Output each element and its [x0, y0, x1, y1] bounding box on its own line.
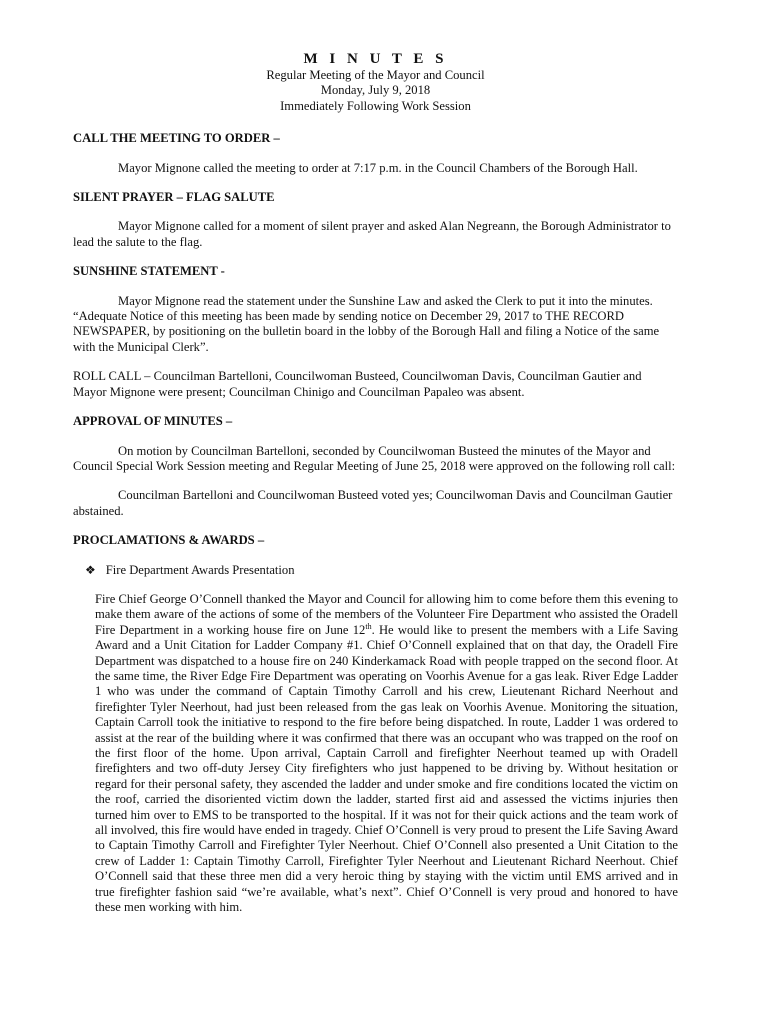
bullet-label: Fire Department Awards Presentation: [105, 562, 295, 577]
awards-body-text: [95, 592, 678, 916]
minutes-page: [73, 50, 678, 915]
meeting-date: Monday, July 9, 2018: [320, 83, 431, 98]
call-to-order-heading: CALL THE MEETING TO ORDER –: [73, 131, 280, 146]
meeting-name: Regular Meeting of the Mayor and Council: [266, 68, 485, 82]
approval-vote-text: Councilman Bartelloni and Councilwoman Busteed voted yes; Councilwoman Davis and Councilman Gautier abstained.: [73, 488, 673, 518]
diamond-bullet-icon: ❖: [85, 562, 96, 577]
awards-body-part1: Fire Chief George O’Connell thanked the Mayor and Council for allowing him to come before them this evening to make them aware of the actions of some of the members of the Volunteer Fire Department who assisted the Oradell Fire Department in a working house fire on June 12: [95, 591, 678, 637]
bullet-item: [85, 563, 678, 578]
approval-heading: APPROVAL OF MINUTES –: [73, 414, 233, 429]
proclamations-heading: PROCLAMATIONS & AWARDS –: [73, 533, 265, 548]
sunshine-heading: SUNSHINE STATEMENT -: [73, 264, 225, 279]
approval-motion-text: On motion by Councilman Bartelloni, seconded by Councilwoman Busteed the minutes of the Mayor and Council Special Work Session meeting and Regular Meeting of June 25, 2018 were approved on the following roll call:: [73, 443, 676, 473]
meeting-timing: Immediately Following Work Session: [280, 98, 471, 113]
sunshine-text: Mayor Mignone read the statement under the Sunshine Law and asked the Clerk to put it into the minutes. “Adequate Notice of this meeting has been made by sending notice on December 29, 2017 to THE RECORD NEWSPAPER, by positioning on the bulletin board in the lobby of the Borough Hall and filing a Notice of the same with the Municipal Clerk”.: [73, 293, 660, 354]
ordinal-suffix: th: [365, 621, 372, 631]
silent-prayer-heading: SILENT PRAYER – FLAG SALUTE: [73, 190, 275, 205]
roll-call-text: ROLL CALL – Councilman Bartelloni, Councilwoman Busteed, Councilwoman Davis, Councilman Gautier and Mayor Mignone were present; Councilman Chinigo and Councilman Papaleo was absent.: [73, 369, 642, 399]
document-title: M I N U T E S: [303, 51, 448, 67]
silent-prayer-text: Mayor Mignone called for a moment of silent prayer and asked Alan Negreann, the Borough Administrator to lead the salute to the flag.: [73, 219, 671, 249]
call-to-order-text: Mayor Mignone called the meeting to order at 7:17 p.m. in the Council Chambers of the Borough Hall.: [118, 160, 638, 175]
awards-body-part2: . He would like to present the members with a Life Saving Award and a Unit Citation for Ladder Company #1. Chief O’Connell explained that on that day, the Oradell Fire Department was dispatched to a house fire on 240 Kinderkamack Road with people trapped on the second floor. At the same time, the River Edge Fire Department was operating on Voorhis Avenue for a gas leak. River Edge Ladder 1 who was under the command of Captain Timothy Carroll and his crew, Lieutenant Richard Neerhout and firefighter Tyler Neerhout, had just been released from the gas leak on Voorhis Avenue. Monitoring the situation, Captain Carroll took the initiative to respond to the fire before being dispatched. In route, Ladder 1 was ordered to assist at the rear of the building where it was confirmed that there was an occupant who was trapped on the roof on the first floor of the home. Upon arrival, Captain Carroll and firefighter Neerhout teamed up with Oradell firefighters and two off-duty Jersey City firefighters who just happened to be driving by. Without hesitation or regard for their personal safety, they ascended the ladder and under smoke and fire conditions located the victim on the roof, carried the disoriented victim down the ladder, started first aid and assessed the victims injuries then turned him over to EMS to be transported to the hospital. If it was not for their quick actions and the team work of all involved, this fire would have ended in tragedy. Chief O’Connell is very proud to present the Life Saving Award to Captain Timothy Carroll and Firefighter Tyler Neerhout. Chief O’Connell also presented a Unit Citation to the crew of Ladder 1: Captain Timothy Carroll, Firefighter Tyler Neerhout and Lieutenant Richard Neerhout. Chief O’Connell said that these three men did a very heroic thing by staying with the victim until EMS arrived and in true firefighter fashion said “we’re available, what’s next”. Chief O’Connell is very proud and honored to have these men working with him.: [95, 622, 679, 915]
